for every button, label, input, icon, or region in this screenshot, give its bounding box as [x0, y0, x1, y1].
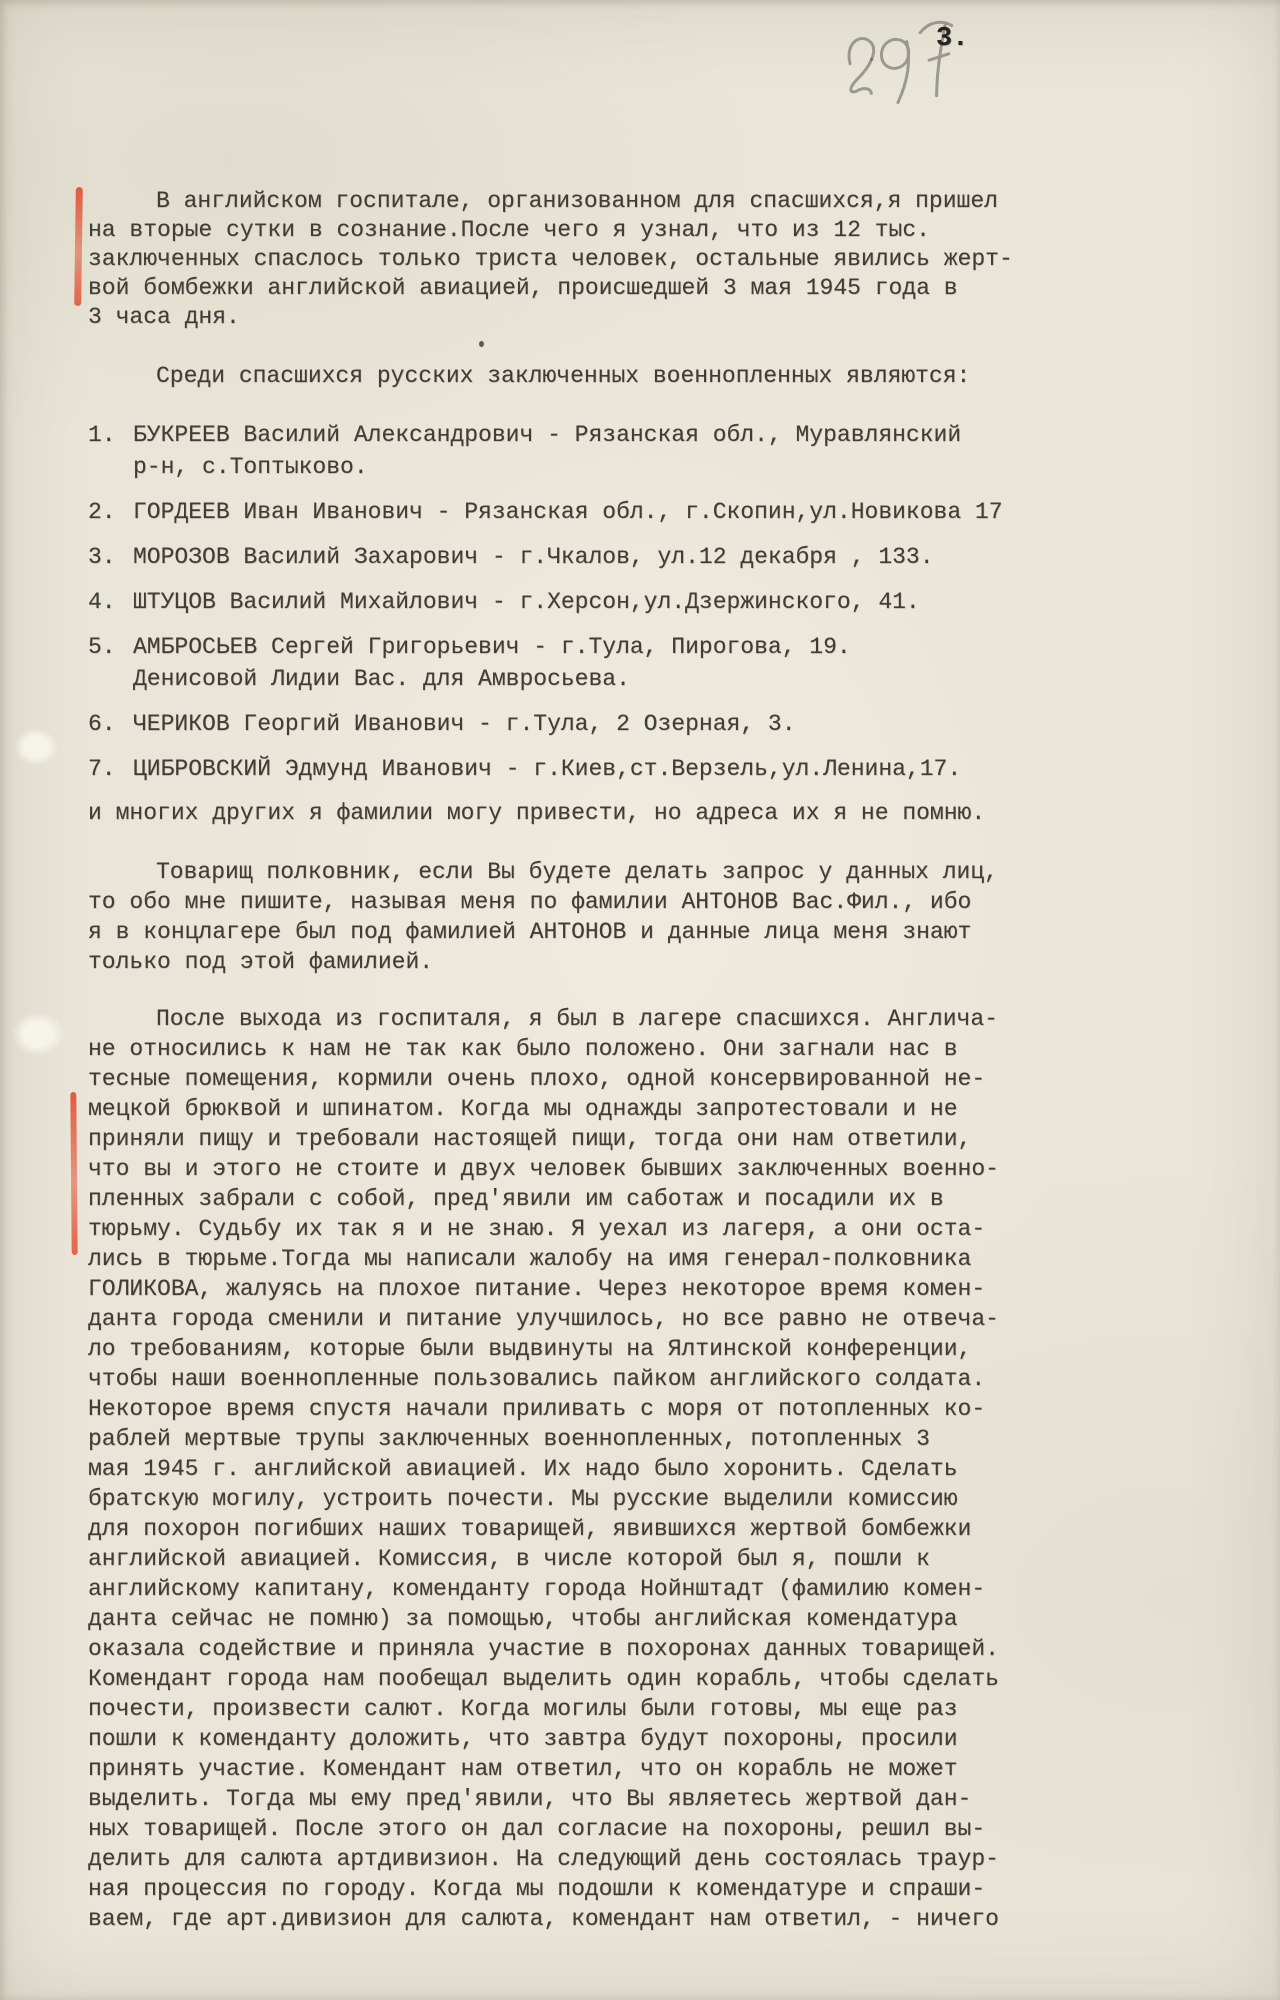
text-line: ШТУЦОВ Василий Михайлович - г.Херсон,ул.Дзержинского, 41. — [133, 589, 920, 615]
text-line: то обо мне пишите, называя меня по фамилии АНТОНОВ Вас.Фил., ибо — [88, 889, 972, 915]
text-line: 3 часа дня. — [88, 304, 240, 330]
text-line: ваем, где арт.дивизион для салюта, комендант нам ответил, - ничего — [88, 1906, 999, 1932]
text-line: раблей мертвые трупы заключенных военнопленных, потопленных 3 — [88, 1426, 930, 1452]
text-line: ГОРДЕЕВ Иван Иванович - Рязанская обл., г.Скопин,ул.Новикова 17 — [133, 499, 1003, 525]
text-line: Товарищ полковник, если Вы будете делать запрос у данных лиц, — [156, 859, 998, 885]
text-line: делить для салюта артдивизион. На следующий день состоялась траур- — [88, 1846, 999, 1872]
text-line: Комендант города нам пообещал выделить один корабль, чтобы сделать — [88, 1666, 999, 1692]
survivor-list-item — [88, 419, 1003, 483]
paragraph-hospital — [88, 187, 1013, 332]
text-line: почести, произвести салют. Когда могилы были готовы, мы еще раз — [88, 1696, 958, 1722]
survivor-list-item — [88, 753, 1003, 785]
text-line: только под этой фамилией. — [88, 949, 434, 975]
paragraph-aftermath — [88, 1004, 999, 1934]
text-line: чтобы наши военнопленные пользовались пайком английского солдата. — [88, 1366, 986, 1392]
text-line: МОРОЗОВ Василий Захарович - г.Чкалов, ул.12 декабря , 133. — [133, 544, 934, 570]
text-line: мая 1945 г. английской авиацией. Их надо было хоронить. Сделать — [88, 1456, 958, 1482]
text-line: данта города сменили и питание улучшилось, но все равно не отвеча- — [88, 1306, 999, 1332]
survivor-list-item — [88, 631, 1003, 695]
text-line: приняли пищу и требовали настоящей пищи, тогда они нам ответили, — [88, 1126, 972, 1152]
text-line: тесные помещения, кормили очень плохо, одной консервированной не- — [88, 1066, 986, 1092]
paragraph-survivors-intro — [88, 362, 970, 391]
survivor-list-item — [88, 586, 1003, 618]
text-line: пленных забрали с собой, пред'явили им саботаж и посадили их в — [88, 1186, 944, 1212]
text-line: пошли к коменданту доложить, что завтра будут похороны, просили — [88, 1726, 958, 1752]
text-line: Среди спасшихся русских заключенных военнопленных являются: — [156, 363, 971, 389]
text-line: ЧЕРИКОВ Георгий Иванович - г.Тула, 2 Озерная, 3. — [133, 711, 796, 737]
survivor-number: 7. — [88, 756, 116, 782]
note-others — [88, 795, 985, 829]
text-line: английскому капитану, коменданту города Нойнштадт (фамилию комен- — [88, 1576, 986, 1602]
text-line: БУКРЕЕВ Василий Александрович - Рязанская обл., Муравлянский — [133, 422, 962, 448]
text-line: ГОЛИКОВА, жалуясь на плохое питание. Через некоторое время комен- — [88, 1276, 986, 1302]
text-line: Денисовой Лидии Вас. для Амвросьева. — [133, 666, 630, 692]
survivor-number: 5. — [88, 634, 116, 660]
typed-page-number: 3. — [936, 24, 969, 54]
text-line: принять участие. Комендант нам ответил, что он корабль не может — [88, 1756, 958, 1782]
survivor-number: 4. — [88, 589, 116, 615]
text-line: английской авиацией. Комиссия, в числе которой был я, пошли к — [88, 1546, 930, 1572]
text-line: не относились к нам не так как было положено. Они загнали нас в — [88, 1036, 958, 1062]
survivor-number: 2. — [88, 499, 116, 525]
survivor-list-item — [88, 708, 1003, 740]
text-line: я в концлагере был под фамилией АНТОНОВ и данные лица меня знают — [88, 919, 972, 945]
survivor-list-item — [88, 541, 1003, 573]
text-line: братскую могилу, устроить почести. Мы русские выделили комиссию — [88, 1486, 958, 1512]
survivor-number: 1. — [88, 422, 116, 448]
text-line: ных товарищей. После этого он дал согласие на похороны, решил вы- — [88, 1816, 986, 1842]
text-line: на вторые сутки в сознание.После чего я узнал, что из 12 тыс. — [88, 217, 930, 243]
paper-damage-spot — [12, 1012, 64, 1056]
text-line: В английском госпитале, организованном для спасшихся,я пришел — [156, 188, 998, 214]
text-line: Некоторое время спустя начали приливать с моря от потопленных ко- — [88, 1396, 986, 1422]
text-line: ЦИБРОВСКИЙ Эдмунд Иванович - г.Киев,ст.Верзель,ул.Ленина,17. — [133, 756, 962, 782]
red-margin-mark-1 — [74, 187, 83, 306]
text-line: выделить. Тогда мы ему пред'явили, что Вы являетесь жертвой дан- — [88, 1786, 972, 1812]
text-line: заключенных спаслось только триста человек, остальные явились жерт- — [88, 246, 1013, 272]
text-line: лись в тюрьме.Тогда мы написали жалобу на имя генерал-полковника — [88, 1246, 972, 1272]
survivor-number: 3. — [88, 544, 116, 570]
paper-damage-spot — [14, 728, 58, 766]
red-margin-mark-2 — [70, 1092, 77, 1255]
text-line: р-н, с.Топтыково. — [133, 454, 368, 480]
paragraph-colonel — [88, 857, 998, 977]
text-line: для похорон погибших наших товарищей, явившихся жертвой бомбежки — [88, 1516, 972, 1542]
handwritten-page-number — [825, 5, 982, 115]
text-line: ная процессия по городу. Когда мы подошли к комендатуре и спраши- — [88, 1876, 986, 1902]
text-line: АМБРОСЬЕВ Сергей Григорьевич - г.Тула, Пирогова, 19. — [133, 634, 851, 660]
text-line: данта сейчас не помню) за помощью, чтобы английская комендатура — [88, 1606, 958, 1632]
text-line: тюрьму. Судьбу их так я и не знаю. Я уехал из лагеря, а они оста- — [88, 1216, 986, 1242]
survivor-number: 6. — [88, 711, 116, 737]
text-line: что вы и этого не стоите и двух человек бывших заключенных военно- — [88, 1156, 999, 1182]
text-line: После выхода из госпиталя, я был в лагере спасшихся. Англича- — [156, 1006, 998, 1032]
survivor-list-item — [88, 496, 1003, 528]
survivors-list — [88, 419, 1003, 798]
text-line: ло требованиям, которые были выдвинуты на Ялтинской конференции, — [88, 1336, 972, 1362]
text-line: оказала содействие и приняла участие в похоронах данных товарищей. — [88, 1636, 999, 1662]
text-line: мецкой брюквой и шпинатом. Когда мы однажды запротестовали и не — [88, 1096, 958, 1122]
ink-speck — [479, 341, 484, 347]
text-line: и многих других я фамилии могу привести, но адреса их я не помню. — [88, 800, 986, 826]
text-line: вой бомбежки английской авиацией, происшедшей 3 мая 1945 года в — [88, 275, 958, 301]
